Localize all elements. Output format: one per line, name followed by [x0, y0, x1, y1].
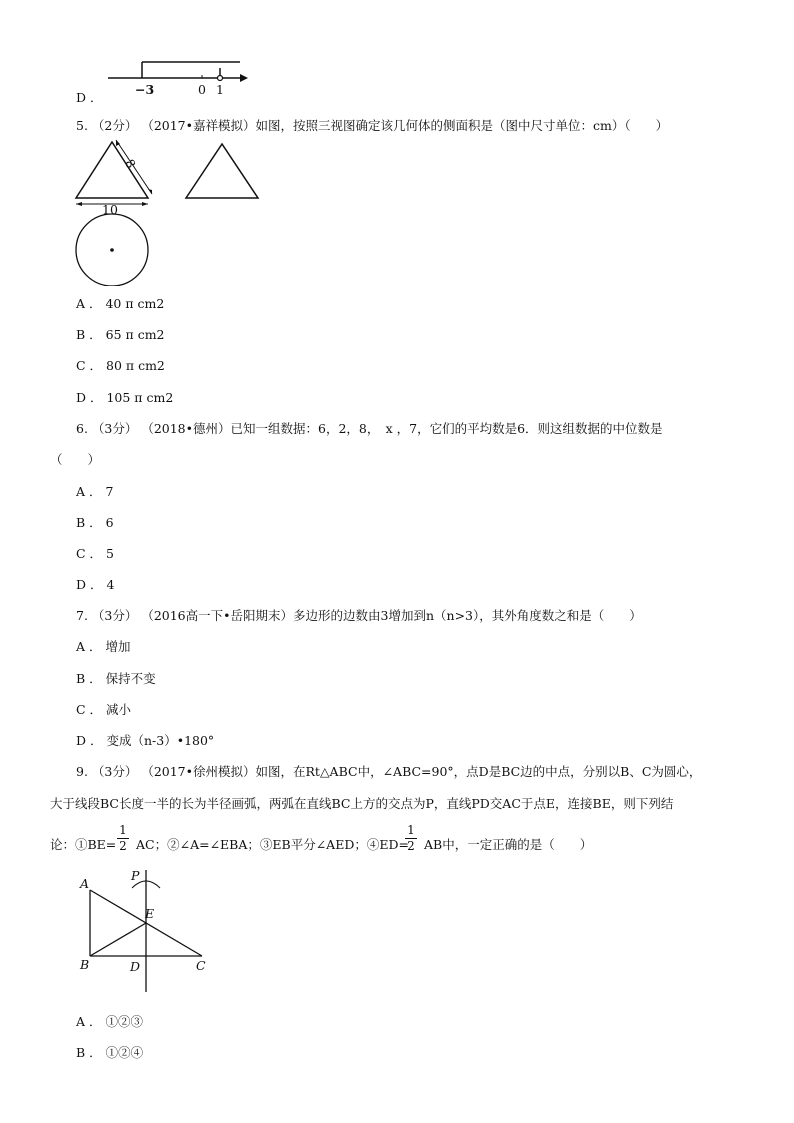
q5-option-a[interactable]: A ． 40 π cm2 — [76, 296, 165, 311]
q9-fraction-half-1 — [116, 824, 130, 853]
q9-label-a: A — [80, 876, 90, 891]
q9-stem-line2: 大于线段BC长度一半的长为半径画弧，两弧在直线BC上方的交点为P，直线PD交AC于点E，连接BE，则下列结 — [50, 796, 674, 811]
fraction-numerator: 1 — [119, 823, 127, 837]
fraction-numerator: 1 — [407, 823, 415, 837]
q5-option-c[interactable]: C ． 80 π cm2 — [76, 358, 165, 373]
q9-label-p: P — [131, 868, 140, 883]
q7-option-a[interactable]: A ． 增加 — [76, 639, 131, 654]
q6-option-c[interactable]: C ． 5 — [76, 546, 114, 561]
q6-option-a[interactable]: A ． 7 — [76, 484, 114, 499]
q5-option-b[interactable]: B ． 65 π cm2 — [76, 327, 165, 342]
q6-stem-line2: （ ） — [50, 452, 101, 467]
q7-option-d[interactable]: D ． 变成（n-3）•180° — [76, 733, 215, 748]
q6-stem-line1: 6. （3分） （2018•德州）已知一组数据：6，2，8， x ，7，它们的平均数是6．则这组数据的中位数是 — [76, 421, 663, 436]
q7-stem: 7. （3分） （2016高一下•岳阳期末）多边形的边数由3增加到n（n>3），其外角度数之和是（ ） — [76, 608, 642, 623]
q9-option-b[interactable]: B ． ①②④ — [76, 1045, 144, 1060]
q5-stem: 5. （2分） （2017•嘉祥模拟）如图，按照三视图确定该几何体的侧面积是（图中尺寸单位：cm）（ ） — [76, 118, 669, 133]
q9-stem-line1: 9. （3分） （2017•徐州模拟）如图，在Rt△ABC中，∠ABC=90°，点D是BC边的中点，分别以B、C为圆心， — [76, 764, 702, 779]
q5-slant-label: 8 — [121, 156, 139, 171]
number-line-figure — [100, 52, 260, 102]
prev-option-d: D ． — [76, 90, 103, 105]
q6-option-b[interactable]: B ． 6 — [76, 515, 114, 530]
q9-label-d: D — [130, 959, 141, 974]
fraction-denominator: 2 — [407, 839, 415, 853]
q9-stem-line3-c: AB中，一定正确的是（ ） — [424, 837, 593, 852]
q9-stem-line3-a: 论：①BE= — [50, 837, 117, 852]
q5-option-d[interactable]: D ． 105 π cm2 — [76, 390, 174, 405]
numberline-tick-0: 0 — [198, 82, 206, 97]
q9-fraction-half-2 — [404, 824, 418, 853]
q9-stem-line3-b: AC；②∠A=∠EBA；③EB平分∠AED；④ED= — [136, 837, 409, 852]
q9-triangle-figure — [76, 866, 216, 996]
q5-base-label: 10 — [102, 202, 118, 217]
numberline-tick-1: 1 — [216, 82, 224, 97]
q9-label-e: E — [145, 906, 155, 921]
q9-label-b: B — [80, 957, 90, 972]
q6-option-d[interactable]: D ． 4 — [76, 577, 115, 592]
fraction-denominator: 2 — [119, 839, 127, 853]
numberline-tick-neg3: −3 — [135, 82, 155, 97]
q7-option-b[interactable]: B ． 保持不变 — [76, 671, 156, 686]
q9-option-a[interactable]: A ． ①②③ — [76, 1014, 143, 1029]
q7-option-c[interactable]: C ． 减小 — [76, 702, 132, 717]
q9-label-c: C — [196, 958, 206, 973]
